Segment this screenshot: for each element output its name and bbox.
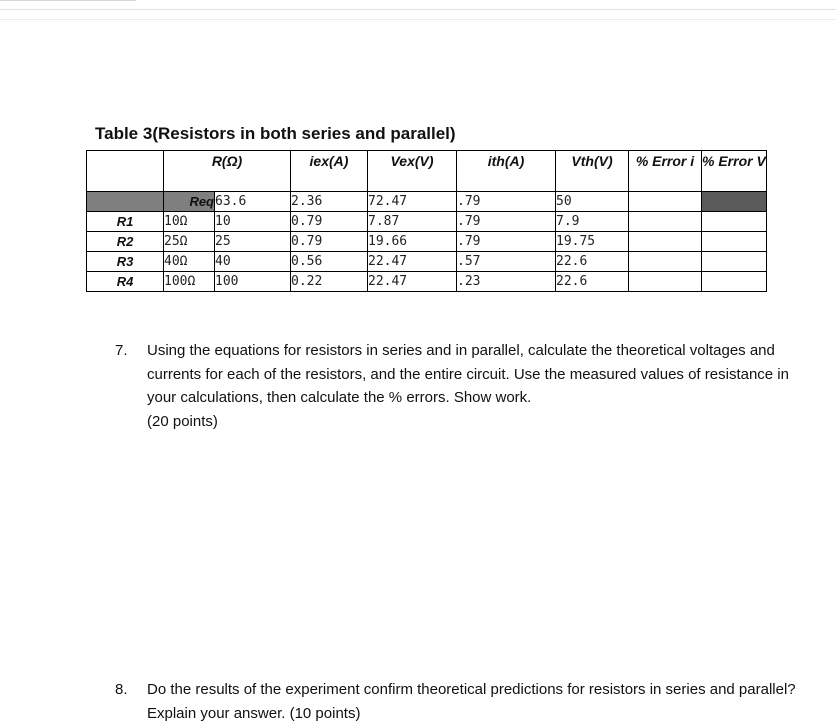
cell-r: 40 [215,252,291,272]
header-vth: Vth(V) [556,151,629,192]
shaded-cell [87,192,164,212]
question-number: 7. [115,342,128,359]
question-number: 8. [115,681,128,698]
table-title: Table 3(Resistors in both series and parallel) [95,124,456,143]
header-row [87,151,767,192]
cell-error-i [629,212,702,232]
cell-ith: .79 [457,212,556,232]
results-table [86,150,767,292]
top-divider [0,9,836,10]
cell-error-i [629,192,702,212]
header-iex: iex(A) [291,151,368,192]
cell-iex: 0.79 [291,212,368,232]
cell-vex: 72.47 [368,192,457,212]
cell-ith: .79 [457,192,556,212]
table-row [87,192,767,212]
req-label: Req [164,192,215,212]
cell-vth: 19.75 [556,232,629,252]
cell-error-v [702,252,767,272]
top-divider [0,19,836,20]
cell-r-handwritten: 40Ω [164,252,215,272]
cell-r: 25 [215,232,291,252]
cell-error-i [629,252,702,272]
row-label: R1 [87,212,164,232]
question-text: Do the results of the experiment confirm theoretical predictions for resistors in series and parallel? Explain your answer. (10 points) [147,681,796,722]
cell-vex: 7.87 [368,212,457,232]
cell-error-v [702,232,767,252]
row-label: R4 [87,272,164,292]
row-label: R3 [87,252,164,272]
cell-ith: .57 [457,252,556,272]
top-divider [0,0,136,1]
question-points: (20 points) [147,412,218,430]
cell-vex: 19.66 [368,232,457,252]
cell-vth: 50 [556,192,629,212]
cell-vex: 22.47 [368,252,457,272]
cell-vth: 22.6 [556,252,629,272]
question-body: Using the equations for resistors in series and in parallel, calculate the theoretical voltages and currents for each of the resistors, and the entire circuit. Use the measured values of resistance in your calculations, then calculate the % errors. Show work. [147,342,789,406]
cell-ith: .79 [457,232,556,252]
cell-r-handwritten: 10Ω [164,212,215,232]
table-row [87,212,767,232]
table-row [87,232,767,252]
row-label: R2 [87,232,164,252]
cell-vex: 22.47 [368,272,457,292]
header-cell-empty [87,151,164,192]
cell-r-handwritten: 25Ω [164,232,215,252]
cell-error-i [629,272,702,292]
shaded-cell [702,192,767,212]
header-error-i: % Error i [629,151,702,192]
header-ith: ith(A) [457,151,556,192]
cell-ith: .23 [457,272,556,292]
cell-vth: 7.9 [556,212,629,232]
cell-iex: 2.36 [291,192,368,212]
cell-r: 100 [215,272,291,292]
header-error-v: % Error V [702,151,767,192]
cell-error-v [702,212,767,232]
cell-iex: 0.79 [291,232,368,252]
cell-iex: 0.22 [291,272,368,292]
cell-r: 10 [215,212,291,232]
cell-vth: 22.6 [556,272,629,292]
cell-r-handwritten: 100Ω [164,272,215,292]
cell-error-v [702,272,767,292]
table-row [87,252,767,272]
header-r: R(Ω) [164,151,291,192]
header-vex: Vex(V) [368,151,457,192]
cell-iex: 0.56 [291,252,368,272]
cell-error-i [629,232,702,252]
cell-r: 63.6 [215,192,291,212]
question-text [147,339,807,433]
table-row [87,272,767,292]
